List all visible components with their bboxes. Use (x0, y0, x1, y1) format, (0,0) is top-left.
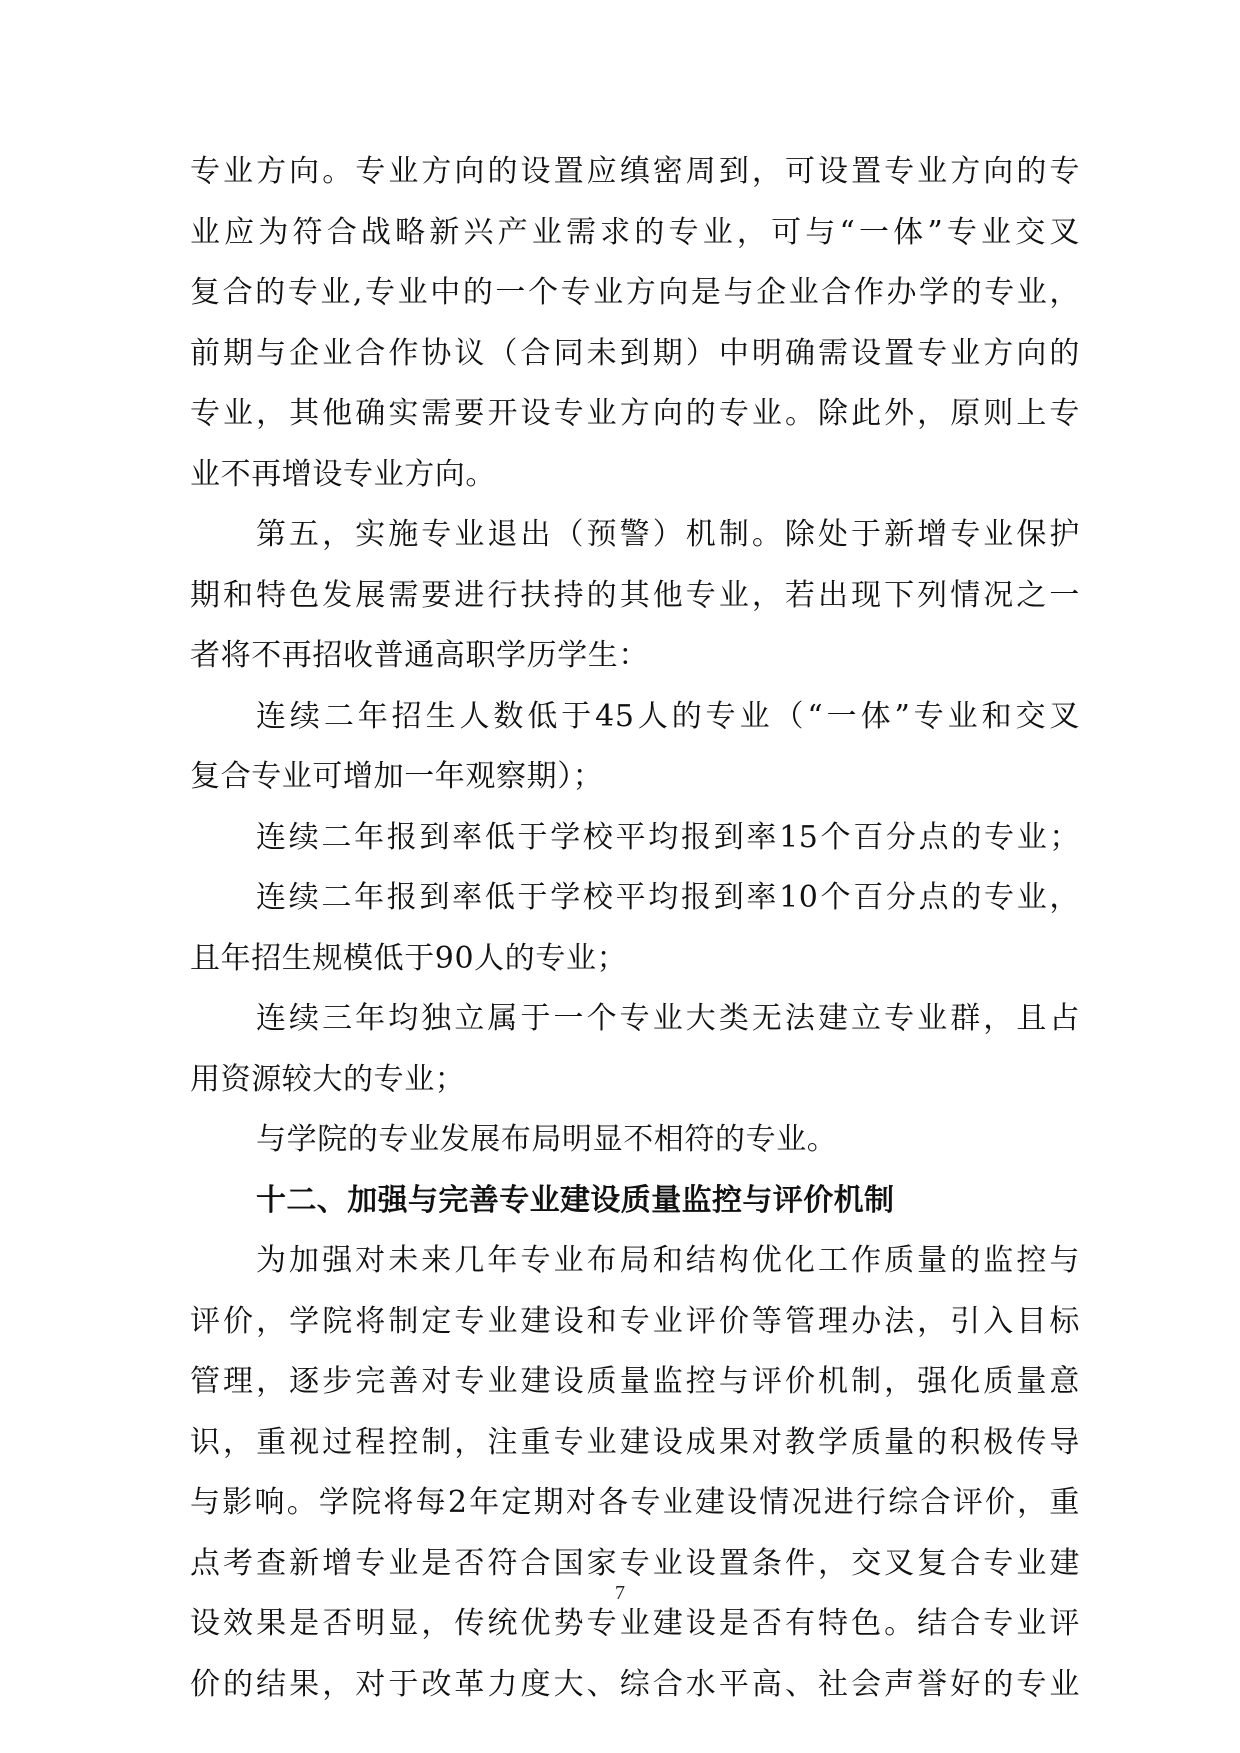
text-line: 前期与企业合作协议（合同未到期）中明确需设置专业方向的 (190, 335, 1080, 371)
text-line: 价的结果，对于改革力度大、综合水平高、社会声誉好的专业 (190, 1666, 1080, 1702)
text-line: 业应为符合战略新兴产业需求的专业，可与“一体”专业交叉 (190, 214, 1080, 250)
text-line: 评价，学院将制定专业建设和专业评价等管理办法，引入目标 (190, 1303, 1080, 1339)
text-line: 专业，其他确实需要开设专业方向的专业。除此外，原则上专 (190, 396, 1080, 431)
text-line: 管理，逐步完善对专业建设质量监控与评价机制，强化质量意 (190, 1364, 1080, 1399)
text-line: 连续二年报到率低于学校平均报到率10个百分点的专业， (256, 880, 1080, 915)
text-line: 识，重视过程控制，注重专业建设成果对教学质量的积极传导 (190, 1424, 1080, 1460)
text-line: 用资源较大的专业； (190, 1061, 466, 1097)
text-line: 连续二年报到率低于学校平均报到率15个百分点的专业； (256, 819, 1080, 855)
document-body (190, 142, 1080, 1715)
text-line: 点考查新增专业是否符合国家专业设置条件，交叉复合专业建 (190, 1545, 1080, 1581)
text-line: 与影响。学院将每2年定期对各专业建设情况进行综合评价，重 (190, 1485, 1080, 1520)
text-line: 连续二年招生人数低于45人的专业（“一体”专业和交叉 (256, 698, 1080, 734)
text-line: 设效果是否明显，传统优势专业建设是否有特色。结合专业评 (190, 1606, 1080, 1641)
page-number: 7 (615, 1582, 625, 1604)
text-line: 复合专业可增加一年观察期）； (190, 759, 604, 794)
text-line: 期和特色发展需要进行扶持的其他专业，若出现下列情况之一 (190, 577, 1080, 613)
text-line: 与学院的专业发展布局明显不相符的专业。 (256, 1122, 838, 1157)
text-line: 且年招生规模低于90人的专业； (190, 940, 628, 976)
text-line: 业不再增设专业方向。 (190, 456, 496, 492)
text-line: 为加强对未来几年专业布局和结构优化工作质量的监控与 (256, 1243, 1080, 1278)
text-line: 复合的专业,专业中的一个专业方向是与企业合作办学的专业， (190, 275, 1080, 310)
text-line: 连续三年均独立属于一个专业大类无法建立专业群，且占 (256, 1001, 1080, 1036)
text-line: 者将不再招收普通高职学历学生： (190, 638, 649, 673)
text-line: 专业方向。专业方向的设置应缜密周到，可设置专业方向的专 (190, 154, 1080, 189)
section-heading: 十二、加强与完善专业建设质量监控与评价机制 (256, 1182, 895, 1218)
text-line: 第五，实施专业退出（预警）机制。除处于新增专业保护 (256, 517, 1080, 552)
